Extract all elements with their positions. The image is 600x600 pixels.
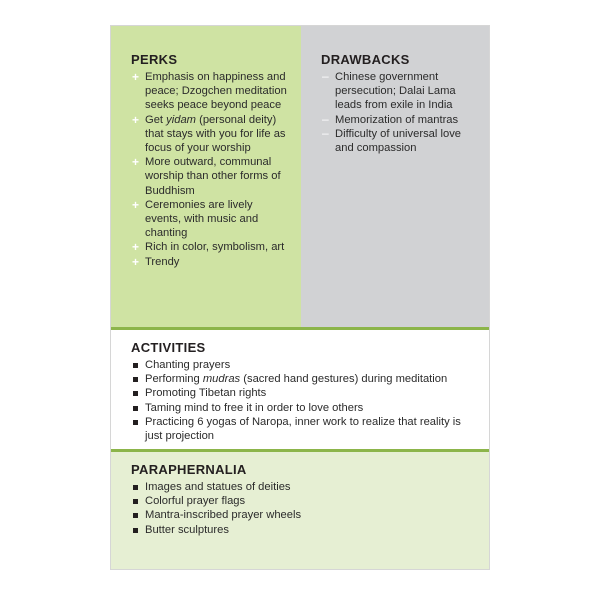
list-item (131, 240, 291, 254)
list-item (131, 358, 481, 372)
perks-heading: PERKS (131, 52, 178, 67)
list-item-text: Rich in color, symbolism, art (145, 241, 285, 254)
list-item-text: Performing mudras (sacred hand gestures) during meditation (145, 373, 448, 386)
list-item (131, 198, 291, 241)
list-item-text: Butter sculptures (145, 523, 229, 536)
list-item-text: Mantra-inscribed prayer wheels (145, 509, 302, 522)
bullet-icon (133, 528, 138, 533)
plus-icon: + (132, 197, 140, 212)
list-item-text: Taming mind to free it in order to love others (145, 401, 364, 414)
minus-icon: – (322, 125, 329, 140)
list-item-text: Memorization of mantras (335, 113, 459, 126)
list-item-text: Colorful prayer flags (145, 495, 246, 508)
bullet-icon (133, 420, 138, 425)
paraphernalia-heading: PARAPHERNALIA (131, 462, 247, 477)
list-item (131, 386, 481, 400)
list-item (321, 127, 481, 155)
list-item-text: Emphasis on happiness and peace; Dzogchen meditation seeks peace beyond peace (145, 71, 287, 112)
drawbacks-panel (301, 26, 490, 327)
list-item-text: Chanting prayers (145, 359, 231, 371)
list-item-text: Promoting Tibetan rights (145, 387, 267, 400)
paraphernalia-section (111, 452, 490, 570)
plus-icon: + (132, 254, 140, 269)
activities-section (111, 330, 490, 449)
perks-panel (111, 26, 301, 327)
list-item (131, 155, 291, 198)
drawbacks-heading: DRAWBACKS (321, 52, 410, 67)
bullet-icon (133, 499, 138, 504)
minus-icon: – (322, 69, 329, 83)
activities-heading: ACTIVITIES (131, 340, 206, 355)
list-item (131, 523, 481, 537)
list-item-text: More outward, communal worship than other forms of Buddhism (145, 156, 281, 197)
plus-icon: + (132, 70, 140, 84)
list-item (131, 70, 291, 113)
minus-icon: – (322, 111, 329, 126)
bullet-icon (133, 406, 138, 411)
list-item-text: Chinese government persecution; Dalai Lama leads from exile in India (335, 71, 456, 112)
list-item-text: Get yidam (personal deity) that stays with you for life as focus of your worship (145, 113, 286, 155)
list-item-text: Difficulty of universal love and compassion (335, 127, 462, 155)
bullet-icon (133, 485, 138, 490)
list-item (131, 508, 481, 522)
list-item (131, 372, 481, 386)
italic-term: mudras (202, 373, 241, 386)
list-item-text: Trendy (145, 255, 180, 268)
italic-term: yidam (166, 113, 196, 126)
top-section (111, 26, 490, 327)
perks-list (131, 70, 291, 269)
list-item-text: Practicing 6 yogas of Naropa, inner work to realize that reality is just projection (145, 415, 461, 443)
list-item-text: Ceremonies are lively events, with music and chanting (145, 198, 259, 240)
list-item (131, 401, 481, 415)
plus-icon: + (132, 112, 140, 127)
bullet-icon (133, 363, 138, 368)
bullet-icon (133, 391, 138, 396)
list-item (131, 494, 481, 508)
bullet-icon (133, 513, 138, 518)
plus-icon: + (132, 240, 140, 255)
activities-list (131, 358, 481, 443)
list-item (131, 480, 481, 494)
list-item (321, 70, 481, 113)
list-item-text: Images and statues of deities (145, 481, 291, 493)
paraphernalia-list (131, 480, 481, 537)
list-item (131, 255, 291, 269)
list-item (131, 113, 291, 156)
info-card (110, 25, 490, 570)
list-item (131, 415, 481, 443)
list-item (321, 113, 481, 127)
drawbacks-list (321, 70, 481, 155)
bullet-icon (133, 377, 138, 382)
plus-icon: + (132, 155, 140, 170)
